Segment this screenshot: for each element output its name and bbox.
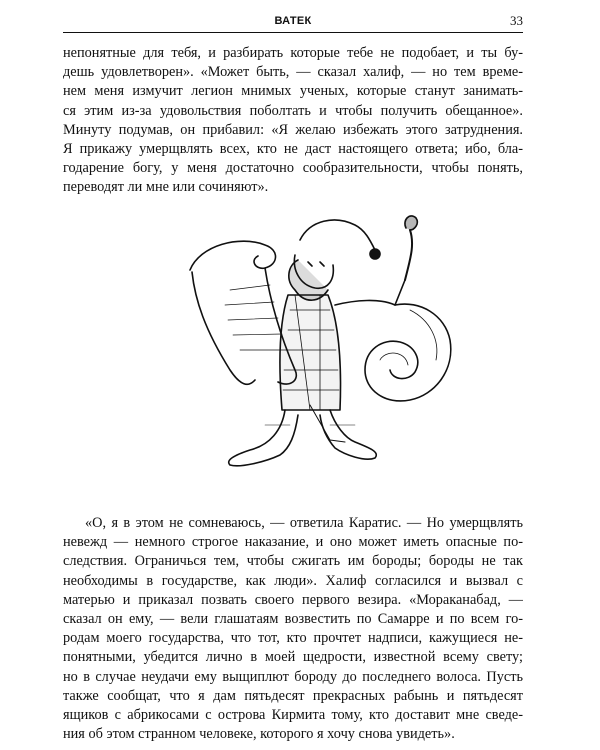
text-line: невежд — немного строгое наказание, и оно может иметь опасные по- xyxy=(63,534,523,551)
text-line: дешь удовлетворен». «Может быть, — сказал халиф, — но тем време- xyxy=(63,64,523,81)
running-title: ВАТЕК xyxy=(274,15,312,27)
illustration-figure-with-scroll xyxy=(170,210,470,480)
text-line: переводят ли мне или сочиняют». xyxy=(63,179,269,196)
text-line: понятными, убедится лично в моей щедрости, известной всему свету; xyxy=(63,649,523,666)
text-line: Я прикажу умерщвлять всех, кто не даст настоящего ответа; ибо, бла- xyxy=(63,140,523,157)
text-line: ся этим из-за удовольствия поболтать и чтобы получить обещанное». xyxy=(63,102,523,119)
text-line: матерью и приказал позвать своего первого везира. «Мораканабад, — xyxy=(63,591,523,608)
text-line: родам моего государства, что тот, кто прочтет надписи, кажущиеся не- xyxy=(63,630,523,647)
text-line: нем меня измучит легион мнимых ученых, которые станут занимать- xyxy=(63,83,523,100)
text-line: непонятные для тебя, и разбирать которые тебе не подобает, и ты бу- xyxy=(63,45,523,61)
text-line: ния об этом странном человеке, которого я хочу снова увидеть». xyxy=(63,726,455,743)
paragraph-bottom xyxy=(63,514,523,744)
page-number: 33 xyxy=(510,13,523,28)
engraving-drawing xyxy=(170,210,470,480)
text-line: но в случае неудачи ему выщиплют бороду до последнего волоса. Пусть xyxy=(63,668,523,685)
text-line: ящиков с абрикосами с острова Кирмита тому, кто доставит мне сведе- xyxy=(63,706,523,723)
text-line: следствия. Ограничься тем, чтобы сжигать им бороды; бороды не так xyxy=(63,553,523,570)
running-header xyxy=(63,12,523,33)
text-line: также сообщат, что я дам пятьдесят прекрасных рабынь и пятьдесят xyxy=(63,687,523,704)
text-line: необходимы в государстве, как люди». Халиф согласился и вызвал с xyxy=(63,572,523,589)
text-line: годарение богу, у меня достаточно сообразительности, чтобы понять, xyxy=(63,160,523,177)
text-line: сказал он ему, — вели глашатаям возвестить по Самарре и по всем го- xyxy=(63,610,523,627)
paragraph-top xyxy=(63,44,523,198)
text-line: «О, я в этом не сомневаюсь, — ответила Каратис. — Но умерщвлять xyxy=(85,515,523,531)
text-line: Минуту подумав, он прибавил: «Я желаю избежать этого затруднения. xyxy=(63,121,523,138)
